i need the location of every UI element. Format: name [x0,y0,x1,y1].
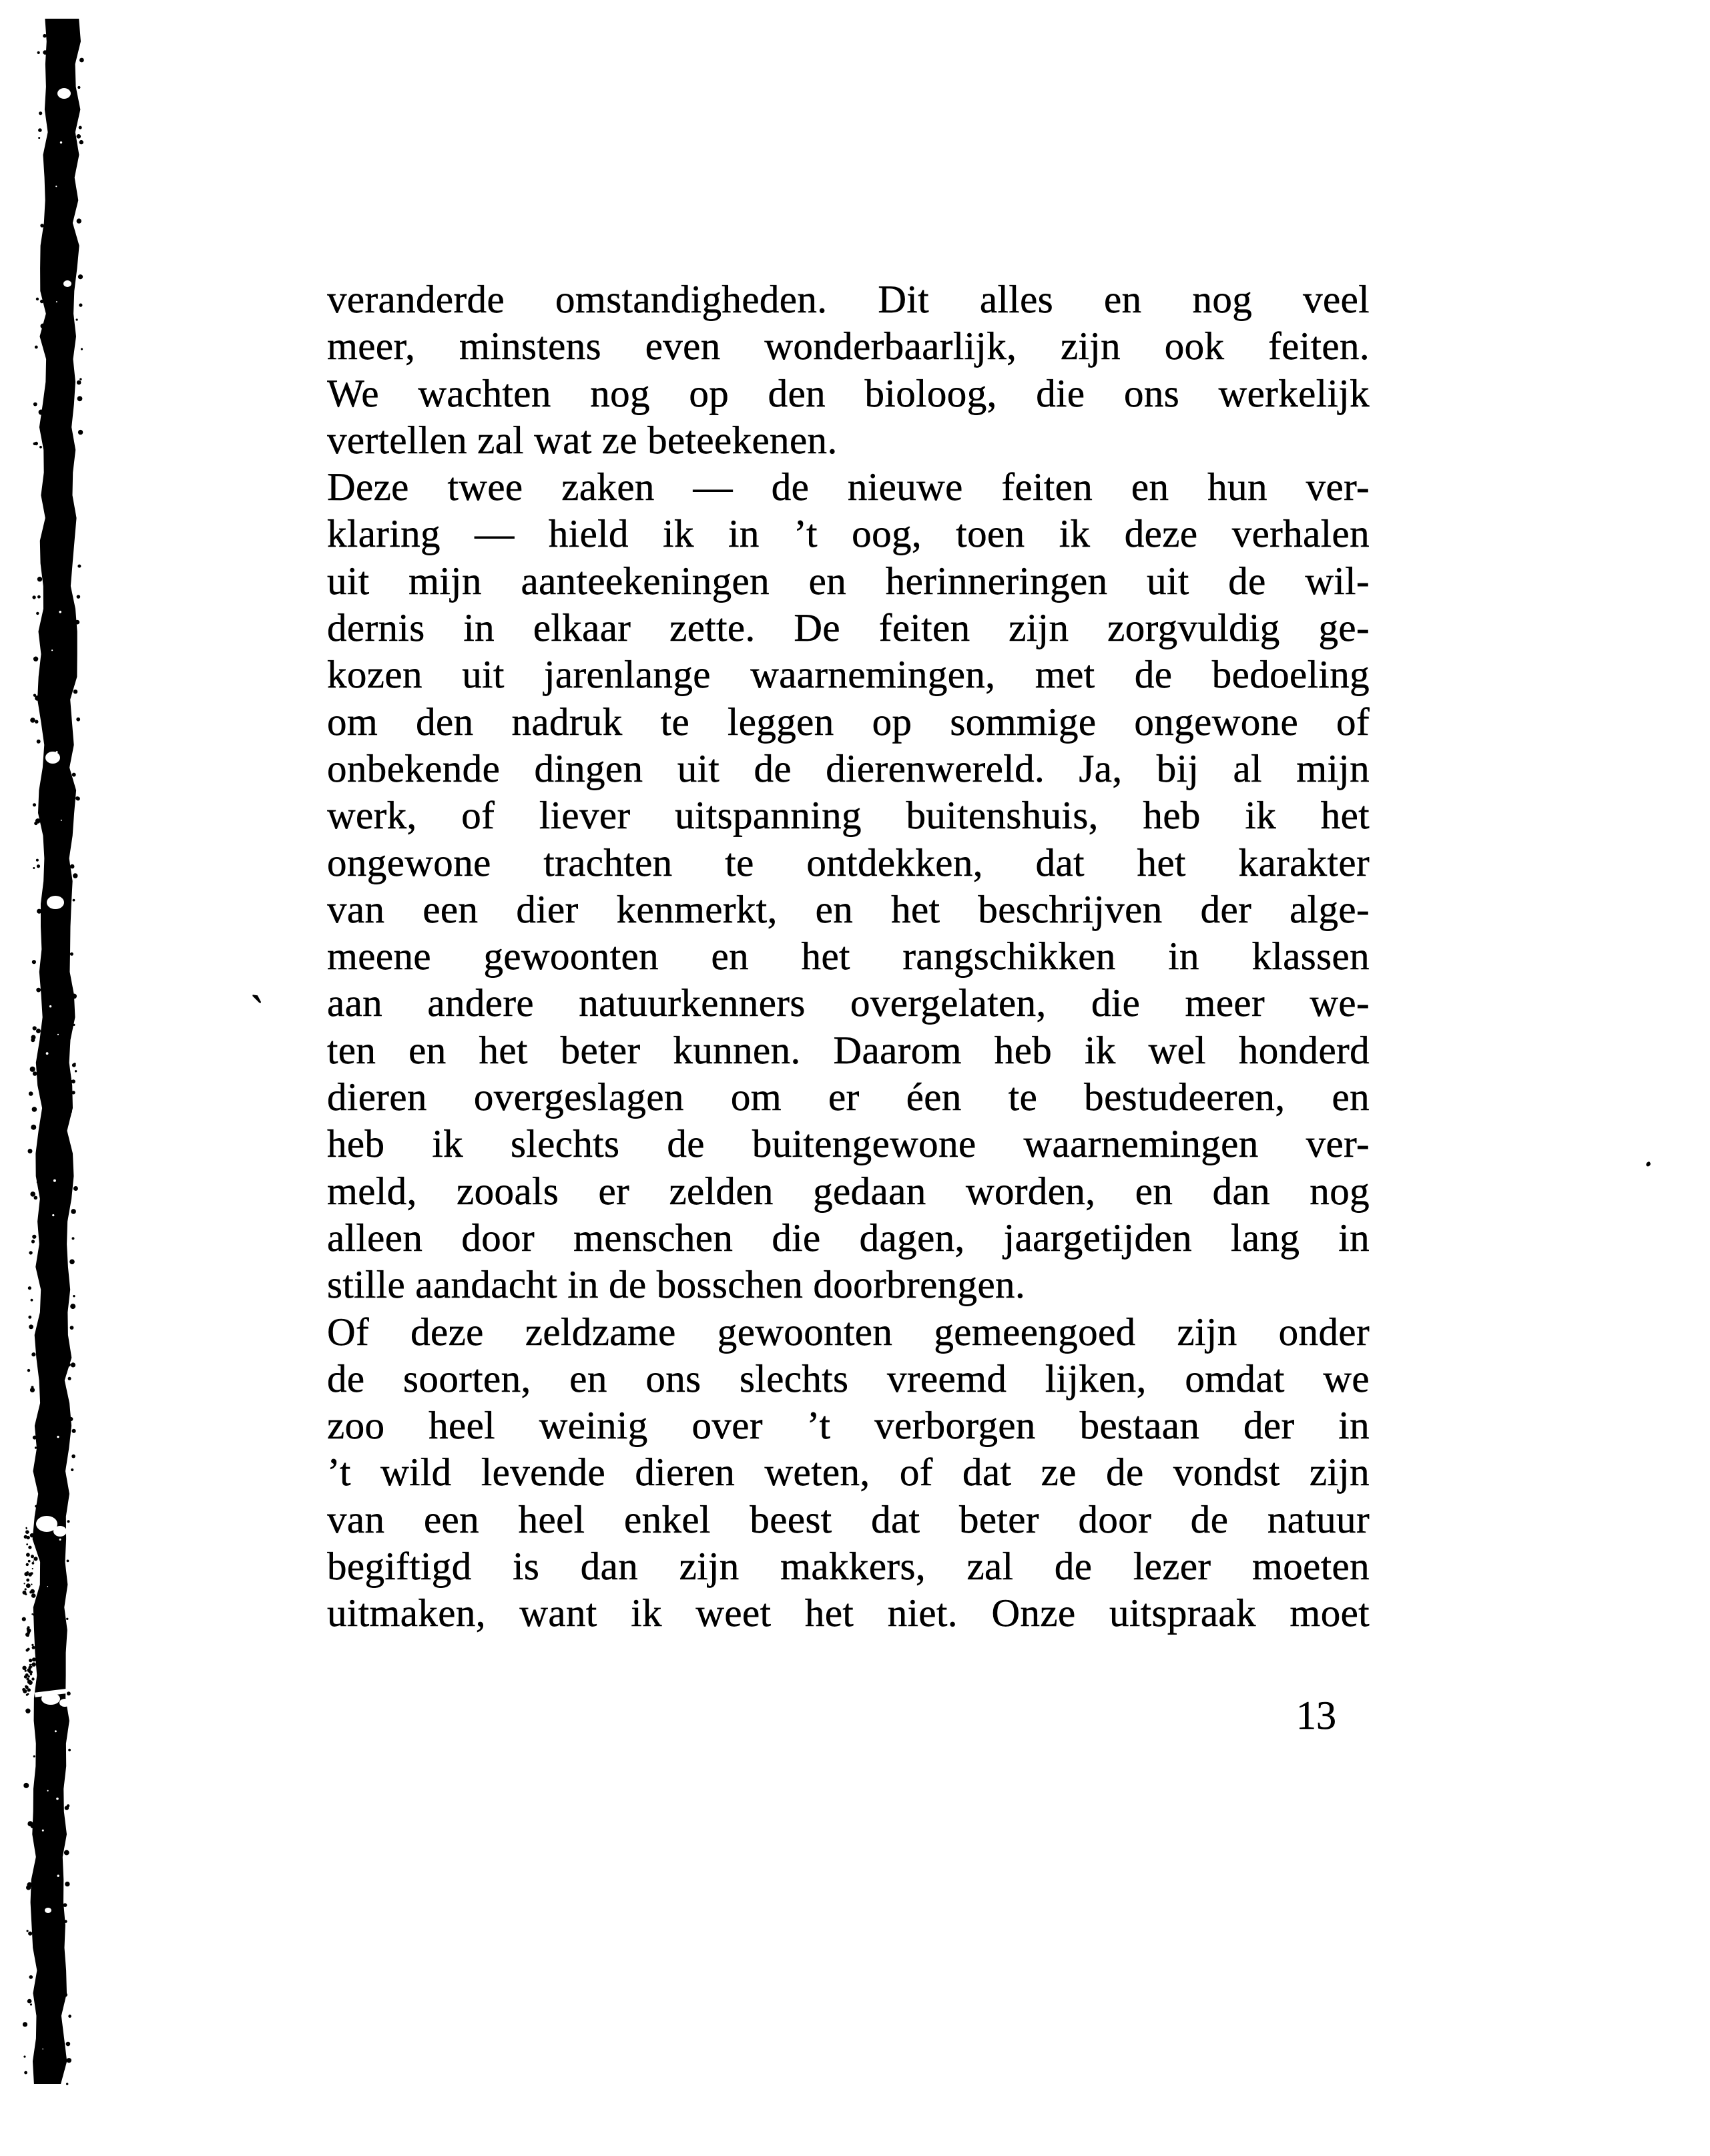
text-line: ten en het beter kunnen. Daarom heb ik wel honderd [327,1027,1370,1072]
text-line: Deze twee zaken — de nieuwe feiten en hun ver- [327,465,1370,509]
text-line: ’t wild levende dieren weten, of dat ze de vondst zijn [327,1450,1370,1495]
text-line: veranderde omstandigheden. Dit alles en nog veel [327,277,1370,321]
text-line: klaring — hield ik in ’t oog, toen ik deze verhalen [327,511,1370,556]
text-line: begiftigd is dan zijn makkers, zal de lezer moeten [327,1544,1370,1589]
text-line: van een heel enkel beest dat beter door de natuur [327,1497,1370,1541]
text-line: We wachten nog op den bioloog, die ons werkelijk [327,370,1370,415]
text-line: dernis in elkaar zette. De feiten zijn zorgvuldig ge- [327,605,1370,650]
text-line: alleen door menschen die dagen, jaargetijden lang in [327,1215,1370,1260]
text-line: kozen uit jarenlange waarnemingen, met de bedoeling [327,652,1370,697]
text-line: zoo heel weinig over ’t verborgen bestaan der in [327,1403,1370,1448]
text-line: stille aandacht in de bosschen doorbrengen. [327,1262,1026,1307]
dust-speck [1645,1161,1651,1167]
text-line: vertellen zal wat ze beteekenen. [327,417,838,462]
stray-mark: ` [245,986,266,1036]
text-line: de soorten, en ons slechts vreemd lijken, omdat we [327,1356,1370,1400]
text-line: van een dier kenmerkt, en het beschrijven der alge- [327,886,1370,931]
text-line: werk, of liever uitspanning buitenshuis, heb ik het [327,793,1370,838]
text-line: onbekende dingen uit de dierenwereld. Ja, bij al mijn [327,746,1370,790]
page-number: 13 [1296,1693,1336,1737]
text-line: om den nadruk te leggen op sommige ongewone of [327,699,1370,744]
text-line: meer, minstens even wonderbaarlijk, zijn ook feiten. [327,324,1370,368]
body-text [327,276,1370,1637]
text-line: uit mijn aanteekeningen en herinneringen uit de wil- [327,558,1370,603]
text-line: uitmaken, want ik weet het niet. Onze uitspraak moet [327,1591,1370,1635]
text-line: meene gewoonten en het rangschikken in klassen [327,934,1370,979]
text-line: aan andere natuurkenners overgelaten, die meer we- [327,981,1370,1025]
text-line: Of deze zeldzame gewoonten gemeengoed zijn onder [327,1309,1370,1354]
binding-strip [0,0,147,2156]
text-line: dieren overgeslagen om er éen te bestudeeren, en [327,1075,1370,1119]
text-line: meld, zooals er zelden gedaan worden, en dan nog [327,1168,1370,1213]
text-line: heb ik slechts de buitengewone waarnemingen ver- [327,1121,1370,1166]
text-line: ongewone trachten te ontdekken, dat het karakter [327,840,1370,884]
